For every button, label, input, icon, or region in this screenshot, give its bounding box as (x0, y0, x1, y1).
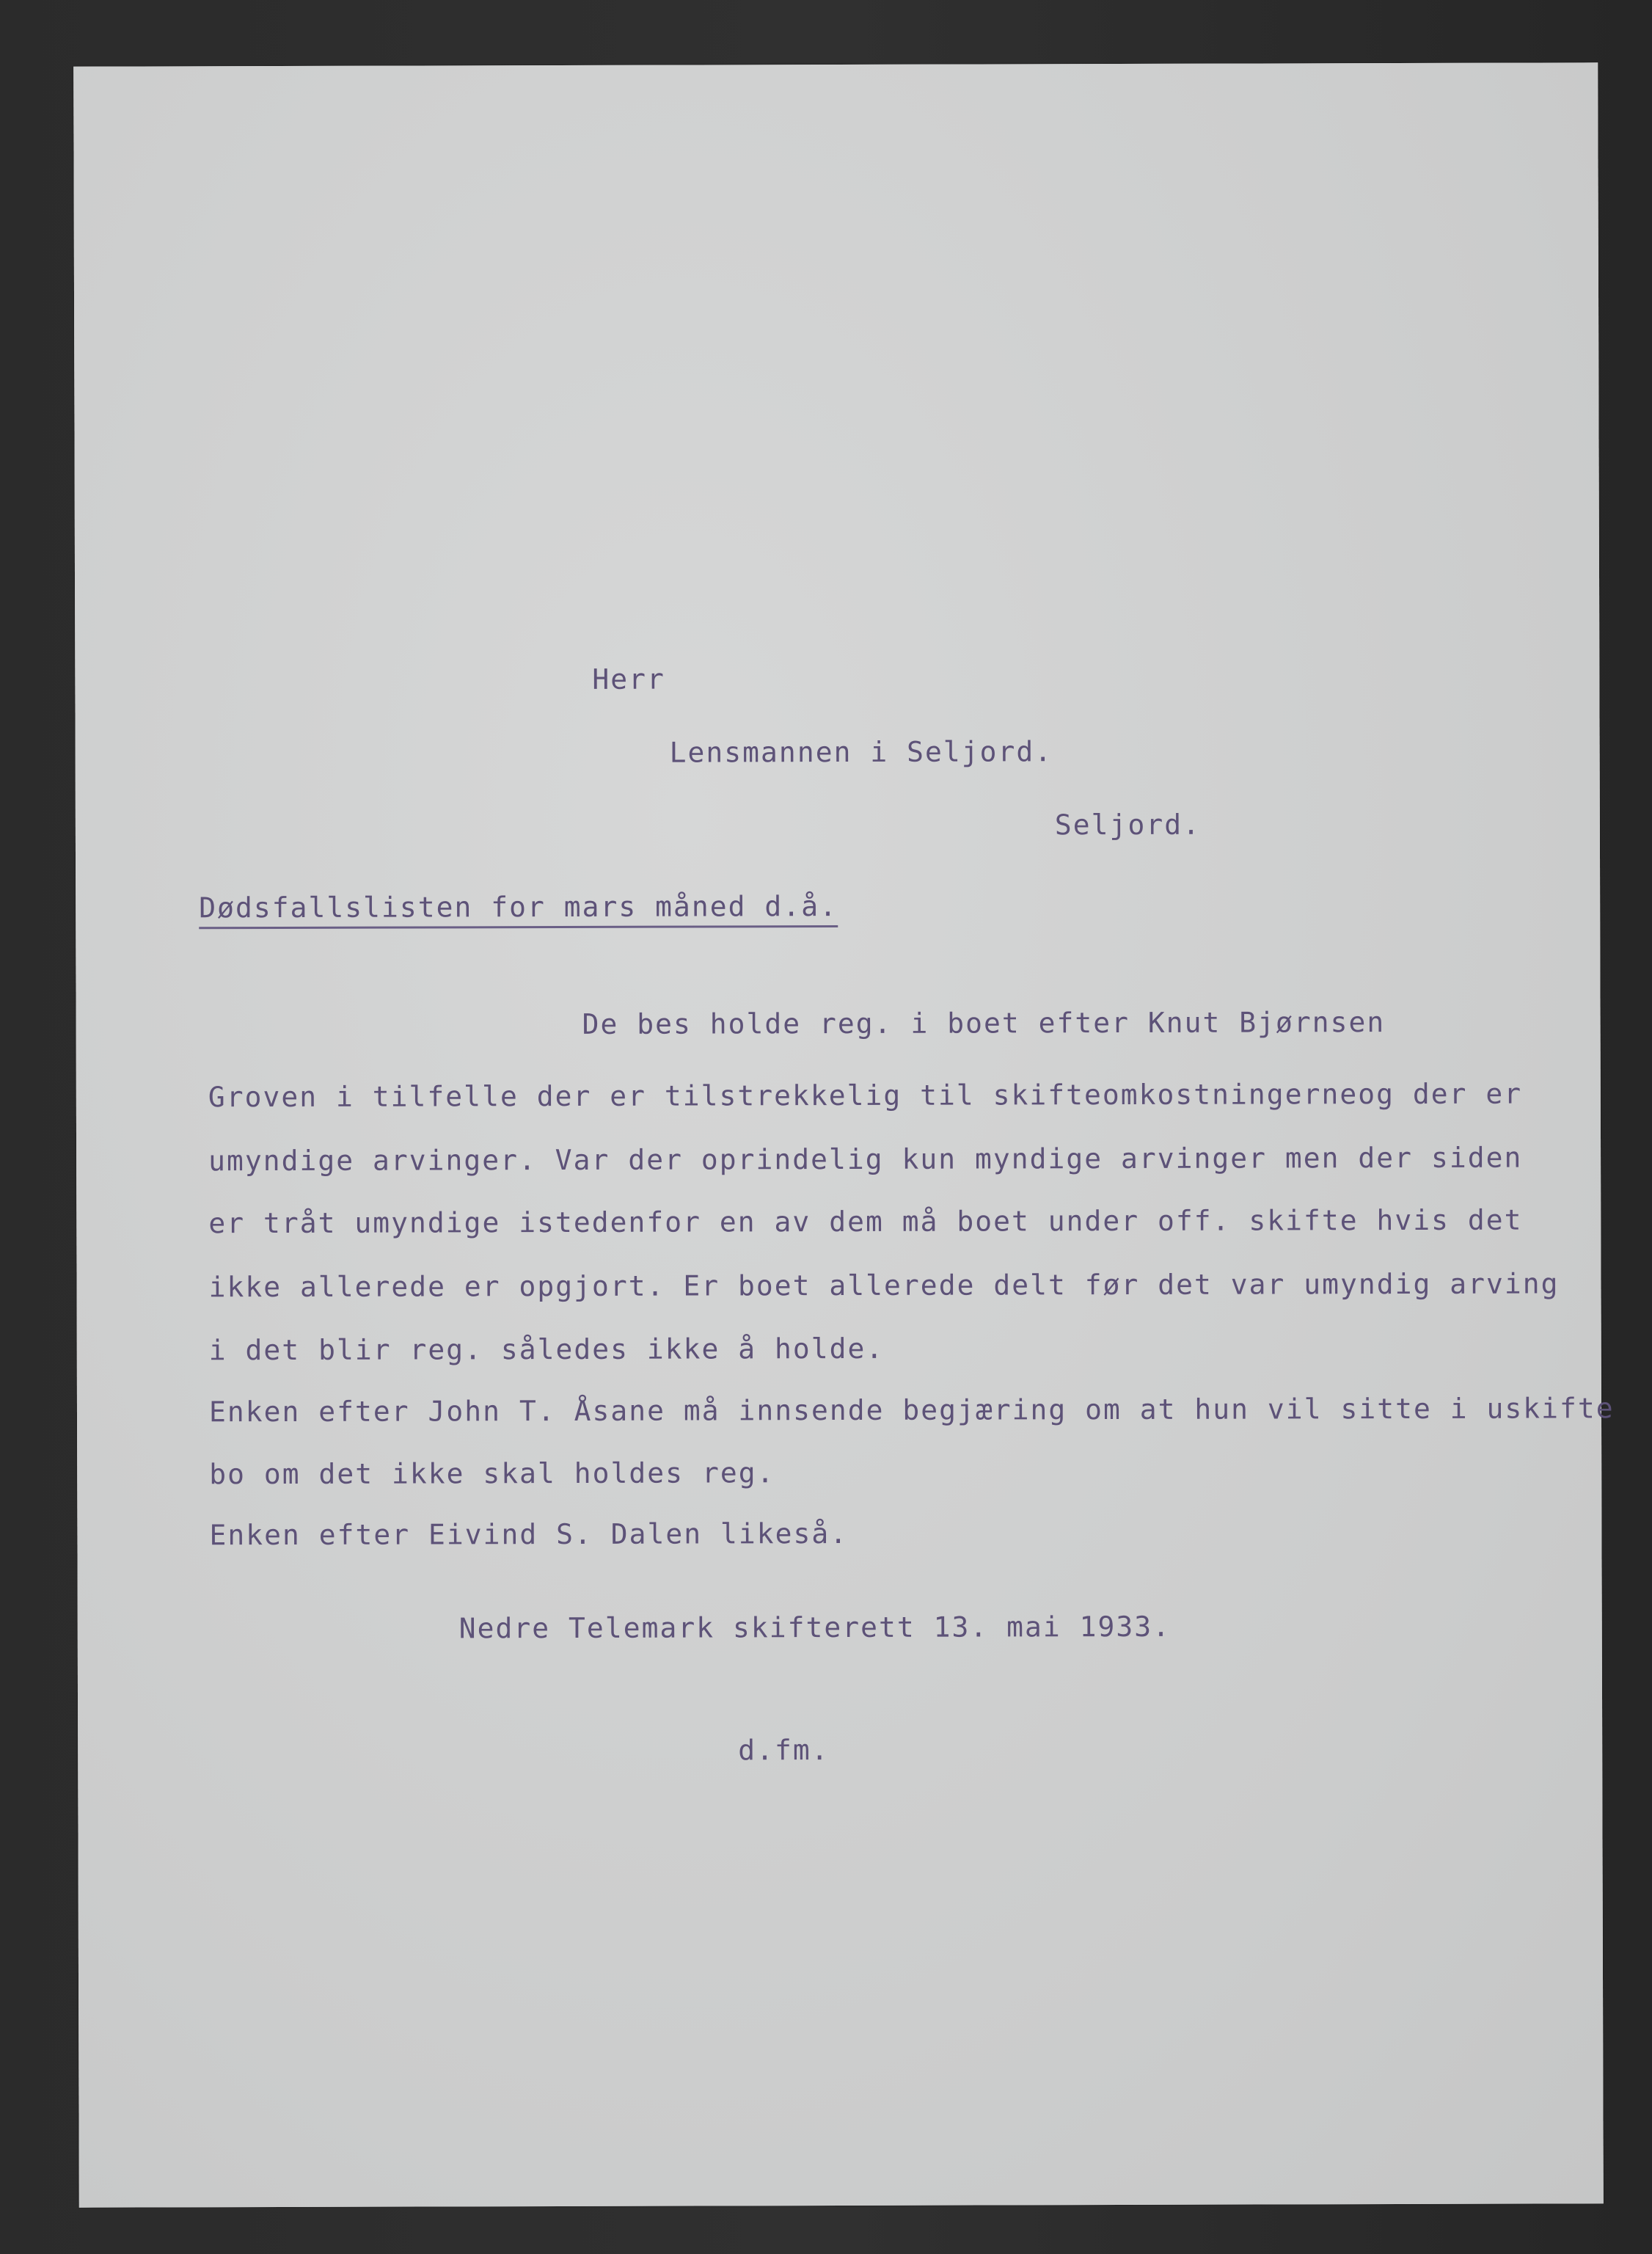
body-opening-line: De bes holde reg. i boet efter Knut Bjørnsen (582, 1006, 1386, 1040)
court-and-date: Nedre Telemark skifterett 13. mai 1933. (458, 1610, 1172, 1645)
letter-page (73, 62, 1615, 2207)
body-line: umyndige arvinger. Var der oprindelig kun myndige arvinger men der siden (208, 1141, 1523, 1178)
recipient: Lensmannen i Seljord. (669, 735, 1053, 769)
recipient-place: Seljord. (1054, 808, 1201, 842)
body-line: ikke allerede er opgjort. Er boet allerede delt før det var umyndig arving (208, 1267, 1560, 1304)
salutation: Herr (592, 663, 665, 696)
subject-heading: Dødsfallslisten for mars måned d.å. (199, 890, 838, 929)
signature-initials: d.fm. (738, 1734, 830, 1767)
body-line: Groven i tilfelle der er tilstrekkelig til skifteomkostningerneog der er (208, 1077, 1523, 1114)
body-line: bo om det ikke skal holdes reg. (209, 1456, 775, 1491)
body-line: i det blir reg. således ikke å holde. (208, 1332, 885, 1367)
body-line: Enken efter John T. Åsane må innsende begjæring om at hun vil sitte i uskifte (208, 1392, 1615, 1429)
body-line: er tråt umyndige istedenfor en av dem må boet under off. skifte hvis det (208, 1203, 1523, 1240)
body-line: Enken efter Eivind S. Dalen likeså. (209, 1517, 849, 1552)
